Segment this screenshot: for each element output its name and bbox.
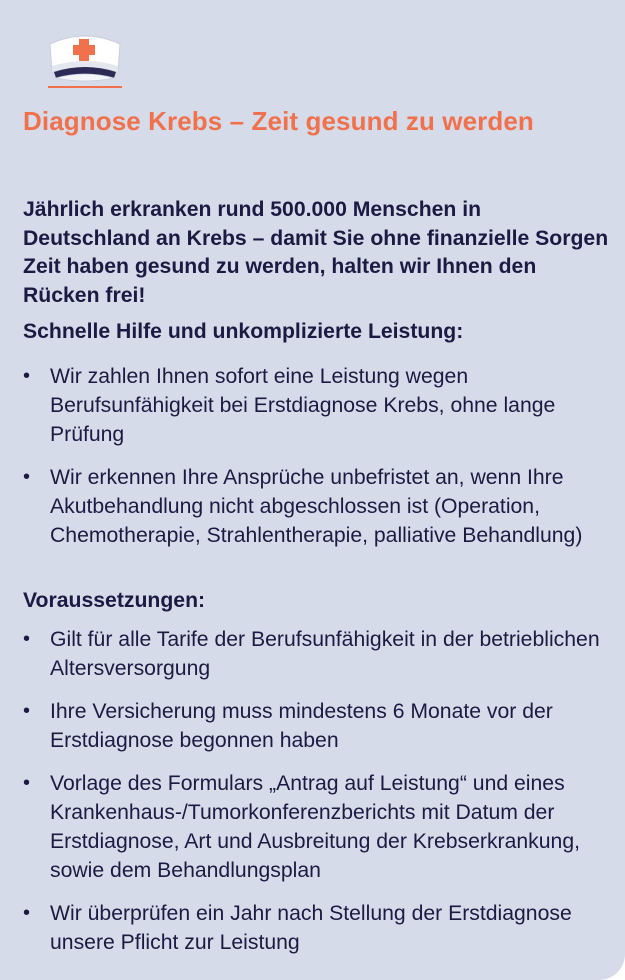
bullet-icon: • [23,365,31,387]
list-item [0,769,625,885]
list-item-text: Ihre Versicherung muss mindestens 6 Monate vor der Erstdiagnose begonnen haben [50,700,553,752]
list-item-text: Vorlage des Formulars „Antrag auf Leistung“ und eines Krankenhaus-/Tumorkonferenzberichts mit Datum der Erstdiagnose, Art und Ausbreitung der Krebserkrankung, sowie dem Behandlungsplan [50,772,581,882]
bullet-icon: • [23,466,31,488]
list-item [0,899,625,957]
section-heading-requirements: Voraussetzungen: [23,589,206,612]
requirements-list [0,625,625,971]
bullet-icon: • [23,902,31,924]
section-heading-quick-help: Schnelle Hilfe und unkomplizierte Leistung: [23,320,464,343]
list-item-text: Wir erkennen Ihre Ansprüche unbefristet an, wenn Ihre Akutbehandlung nicht abgeschlossen ist (Operation, Chemotherapie, Strahlentherapie, palliative Behandlung) [50,466,583,547]
list-item [0,362,625,449]
bullet-icon: • [23,628,31,650]
list-item-text: Gilt für alle Tarife der Berufsunfähigkeit in der betrieblichen Altersversorgung [50,628,600,680]
benefits-list [0,362,625,564]
list-item-text: Wir zahlen Ihnen sofort eine Leistung wegen Berufsunfähigkeit bei Erstdiagnose Krebs, ohne lange Prüfung [50,365,556,446]
bullet-icon: • [23,700,31,722]
list-item-text: Wir überprüfen ein Jahr nach Stellung der Erstdiagnose unsere Pflicht zur Leistung [50,902,572,954]
intro-text: Jährlich erkranken rund 500.000 Menschen in Deutschland an Krebs – damit Sie ohne finanzielle Sorgen Zeit haben gesund zu werden, halten wir Ihnen den Rücken frei! [23,198,609,307]
nurse-cap-icon [44,26,126,90]
page-title: Diagnose Krebs – Zeit gesund zu werden [23,106,534,136]
list-item [0,697,625,755]
list-item [0,625,625,683]
bullet-icon: • [23,772,31,794]
list-item [0,463,625,550]
